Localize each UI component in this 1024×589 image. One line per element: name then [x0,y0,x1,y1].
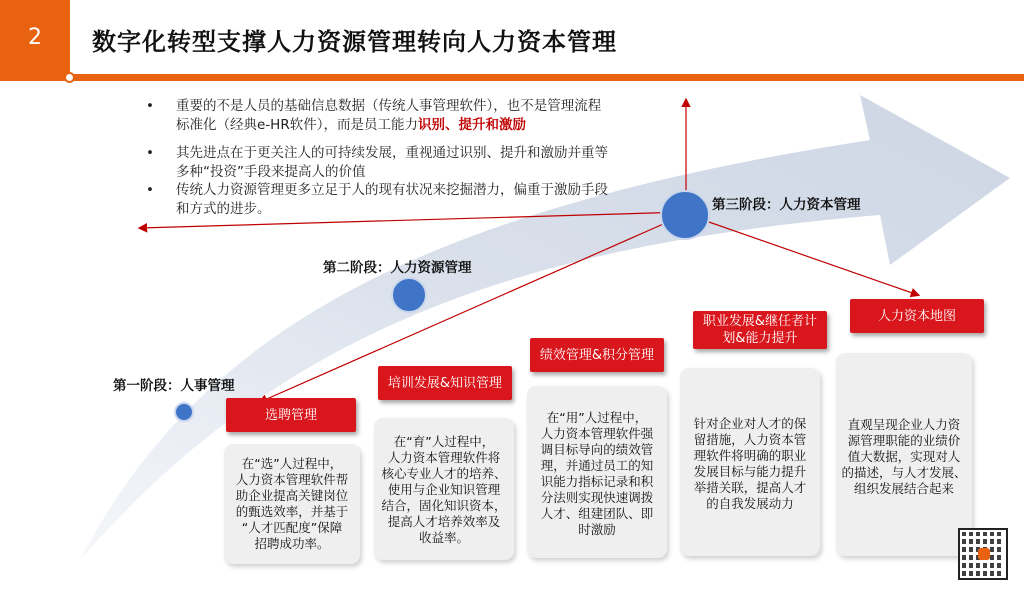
page-title: 数字化转型支撑人力资源管理转向人力资本管理 [92,28,617,56]
card-line: 发展目标与能力提升 [693,464,807,479]
card-line: “人才匹配度”保障 [241,520,343,535]
card-line: 举措关联，提高人才 [693,480,807,495]
card-line: 组织发展结合起来 [853,481,954,496]
card-line: 分法则实现快速调拨 [540,490,654,505]
stage-2-marker [391,277,427,313]
module-label-career [693,311,827,349]
card-line: 留措施，人力资本管 [693,432,807,447]
card-line: 识能力指标记录和积 [540,474,654,489]
card-line: 值大数据，实现对人 [847,449,961,464]
card-line: 人才、组建团队、即 [540,506,654,521]
card-line: 理，并通过员工的知 [540,458,654,473]
card-line: 人力资本管理软件帮 [235,472,349,487]
card-line: 的自我发展动力 [706,496,794,511]
module-label-recruitment: 选聘管理 [226,398,356,432]
card-line: 针对企业对人才的保 [693,416,807,431]
module-card-career [680,368,820,556]
page-number: 2 [0,0,70,74]
bullet-2-line1: 其先进点在于更关注人的可持续发展，重视通过识别、提升和激励并重等 [176,145,608,161]
bullet-1 [146,97,696,135]
stage-1-label: 第一阶段：人事管理 [113,378,235,394]
bullet-dot: • [146,145,154,161]
card-line: 结合，固化知识资本， [381,498,507,513]
card-line: 使用与企业知识管理 [387,482,501,497]
card-line: 源管理职能的业绩价 [847,433,961,448]
module-label-performance: 绩效管理&积分管理 [530,338,664,372]
module-label-career-line1: 职业发展&继任者计 [702,314,818,329]
card-line: 在“选”人过程中， [241,456,343,471]
card-line: 调目标导向的绩效管 [540,442,654,457]
bullet-1-line1: 重要的不是人员的基础信息数据（传统人事管理软件），也不是管理流程 [176,98,602,114]
qr-logo-icon [978,548,990,560]
stage-3-marker [660,190,710,240]
stage-1-marker [174,402,194,422]
bullet-dot: • [146,182,154,198]
card-line: 理软件将明确的职业 [693,448,807,463]
module-card-capital-map [836,353,972,556]
bullet-1-highlight: 识别、提升和激励 [417,117,526,133]
bullet-1-line2: 标准化（经典e-HR软件），而是员工能力 [176,117,418,133]
bullet-2-line2: 多种“投资”手段来提高人的价值 [176,164,366,180]
module-card-recruitment [224,444,360,564]
module-card-training [374,418,514,560]
module-label-training: 培训发展&知识管理 [378,366,512,400]
qr-code [958,528,1008,580]
card-line: 的甄选效率，并基于 [235,504,349,519]
bullet-3-line1: 传统人力资源管理更多立足于人的现有状况来挖掘潜力，偏重于激励手段 [176,182,608,198]
card-line: 直观呈现企业人力资 [847,417,961,432]
card-line: 招聘成功率。 [254,536,330,551]
card-line: 人力资本管理软件强 [540,426,654,441]
card-line: 在“用”人过程中， [546,410,648,425]
header-divider [0,74,1024,81]
module-label-capital-map: 人力资本地图 [850,299,984,333]
card-line: 时激励 [578,522,616,537]
stage-2-label: 第二阶段：人力资源管理 [323,260,472,276]
bullet-3-line2: 和方式的进步。 [176,201,271,217]
card-line: 在“育”人过程中， [393,434,495,449]
card-line: 收益率。 [418,530,469,545]
bullet-2 [146,144,696,182]
card-line: 核心专业人才的培养、 [381,466,507,481]
stage-3-label: 第三阶段：人力资本管理 [712,197,861,213]
module-card-performance [527,386,667,558]
card-line: 提高人才培养效率及 [387,514,501,529]
card-line: 的描述，与人才发展、 [841,465,967,480]
card-line: 人力资本管理软件将 [387,450,501,465]
bullet-3 [146,181,696,219]
header-divider-dot [64,72,75,83]
card-line: 助企业提高关键岗位 [235,488,349,503]
bullet-dot: • [146,98,154,114]
module-label-career-line2: 划&能力提升 [722,331,798,346]
